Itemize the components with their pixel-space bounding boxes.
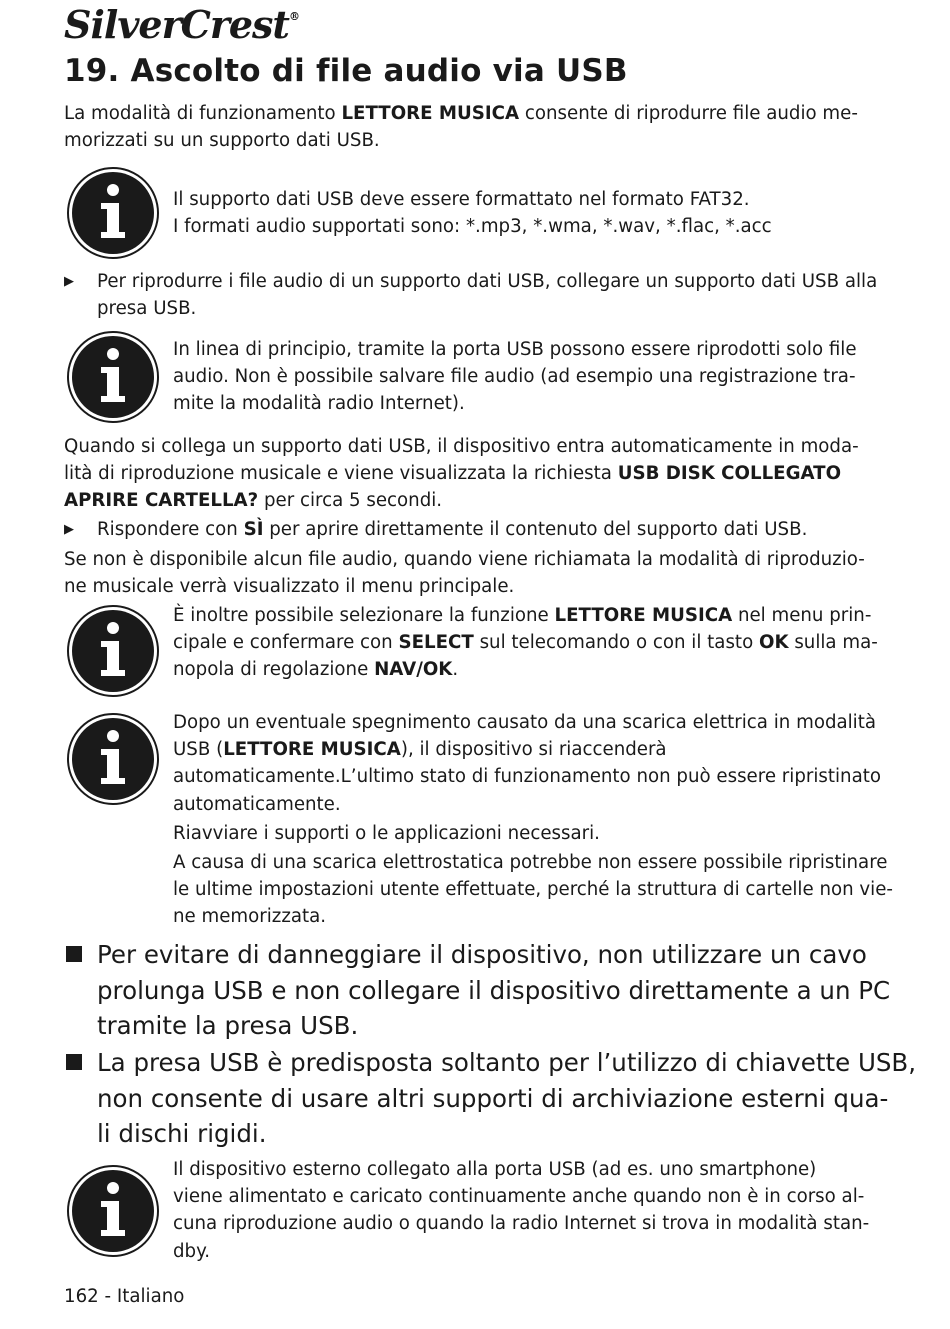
info-note-charging: Il dispositivo esterno collegato alla porta USB (ad es. uno smartphone) viene alimentato e caricato continuamente anche quando non è in corso al- cuna riproduzione audio o quando la radio Internet si trova in modalità stan- dby. <box>173 1159 870 1262</box>
warning-usb-sticks: La presa USB è predisposta soltanto per l’utilizzo di chiavette USB, non consente di usare altri supporti di archiviazione esterni qua- li dischi rigidi. <box>64 1045 884 1152</box>
arrow-right-icon: ▶ <box>64 274 74 289</box>
no-audio-paragraph: Se non è disponibile alcun file audio, quando viene richiamata la modalità di riproduzio- ne musicale verrà visualizzato il menu principale. <box>64 549 865 598</box>
info-icon <box>66 604 160 698</box>
registered-mark: ® <box>288 10 299 23</box>
page-footer: 162 - Italiano <box>64 1286 185 1307</box>
step-answer-yes: ▶ Rispondere con SÌ per aprire direttamente il contenuto del supporto dati USB. <box>64 516 864 543</box>
arrow-right-icon: ▶ <box>64 522 74 537</box>
usb-connect-paragraph: Quando si collega un supporto dati USB, il dispositivo entra automaticamente in moda- lità di riproduzione musicale e viene visualizzata la richiesta USB DISK COLLEGATO APRIRE CARTELLA? per circa 5 secondi. <box>64 436 859 512</box>
section-title: 19. Ascolto di file audio via USB <box>64 53 628 89</box>
brand-name: SilverCrest <box>64 2 289 47</box>
warning-usb-cable: Per evitare di danneggiare il dispositivo, non utilizzare un cavo prolunga USB e non collegare il dispositivo direttamente a un PC tramite la presa USB. <box>64 937 884 1044</box>
info-icon <box>66 330 160 424</box>
square-bullet-icon <box>66 1054 82 1070</box>
intro-paragraph: La modalità di funzionamento LETTORE MUSICA consente di riprodurre file audio me- morizzati su un supporto dati USB. <box>64 103 858 152</box>
step-connect-usb: ▶ Per riprodurre i file audio di un supporto dati USB, collegare un supporto dati USB alla presa USB. <box>64 268 864 322</box>
info-note-esd: Dopo un eventuale spegnimento causato da una scarica elettrica in modalità USB (LETTORE MUSICA), il dispositivo si riaccenderà automaticamente.L’ultimo stato di funzionamento non può essere ripristinato automaticamente. Riavviare i supporti o le applicazioni necessari. A causa di una scarica elettrostatica potrebbe non essere possibile ripristinare le ultime impostazioni utente effettuate, perché la struttura di cartelle non vie- ne memorizzata. <box>173 712 893 928</box>
info-note-menu: È inoltre possibile selezionare la funzione LETTORE MUSICA nel menu prin- cipale e confermare con SELECT sul telecomando o con il tasto OK sulla ma- nopola di regolazione NAV/OK. <box>173 605 878 681</box>
brand-logo <box>64 2 299 47</box>
info-note-audio-only: In linea di principio, tramite la porta USB possono essere riprodotti solo file audio. Non è possibile salvare file audio (ad esempio una registrazione tra- mite la modalità radio Internet). <box>173 339 857 415</box>
info-icon <box>66 1164 160 1258</box>
info-icon <box>66 166 160 260</box>
info-icon <box>66 712 160 806</box>
info-note-format: Il supporto dati USB deve essere formattato nel formato FAT32. I formati audio supportati sono: *.mp3, *.wma, *.wav, *.flac, *.acc <box>173 189 772 238</box>
square-bullet-icon <box>66 946 82 962</box>
